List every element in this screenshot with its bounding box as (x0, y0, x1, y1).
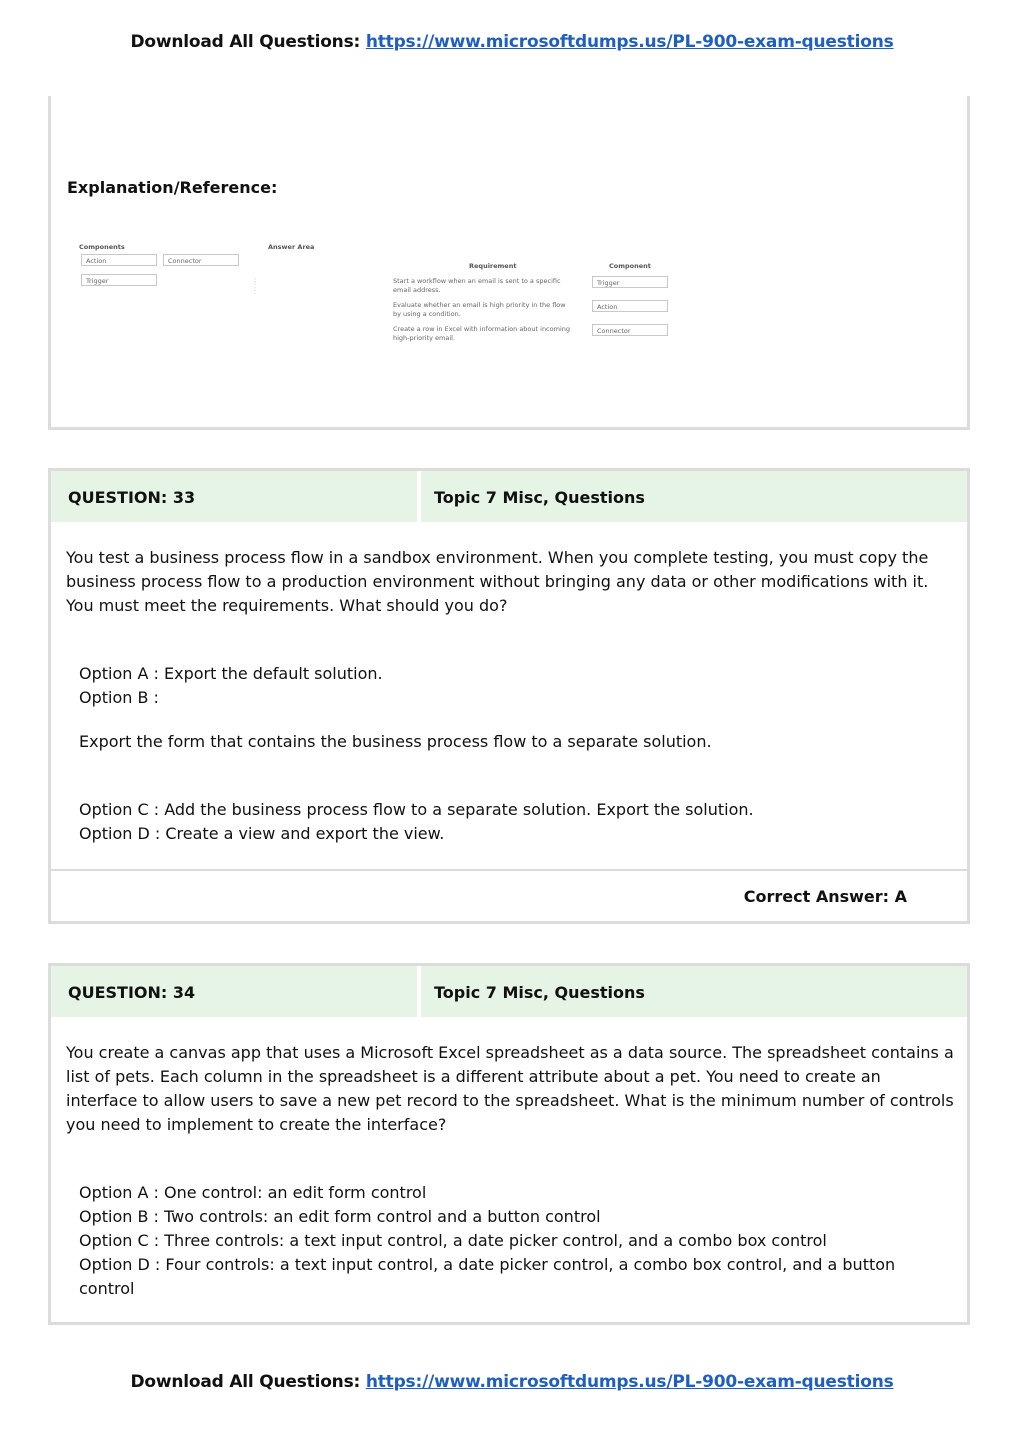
figure-component-header: Component (609, 262, 651, 270)
download-link[interactable]: https://www.microsoftdumps.us/PL-900-exam-questions (365, 1372, 894, 1392)
figure-dots: ⋮ ⋮ (251, 277, 259, 295)
figure-answer-area-label: Answer Area (268, 243, 315, 251)
option-a: Option A : One control: an edit form control (79, 1183, 427, 1202)
explanation-box (48, 96, 970, 430)
figure-component-action: Action (81, 254, 157, 266)
header-divider (417, 471, 421, 522)
answer-separator (51, 869, 967, 871)
option-b: Option B : (79, 688, 159, 707)
explanation-figure (77, 241, 677, 351)
question-header (51, 471, 967, 522)
question-text: You create a canvas app that uses a Microsoft Excel spreadsheet as a data source. The spreadsheet contains a list of pets. Each column in the spreadsheet is a different attribute about a pet. You need to create an interface to allow users to save a new pet record to the spreadsheet. What is the minimum number of controls you need to implement to create the interface? (66, 1043, 954, 1134)
option-d: Option D : Create a view and export the view. (79, 824, 445, 843)
option-a: Option A : Export the default solution. (79, 664, 383, 683)
option-b-text: Export the form that contains the business process flow to a separate solution. (79, 732, 712, 751)
question-number: QUESTION: 34 (68, 983, 196, 1002)
question-text: You test a business process flow in a sandbox environment. When you complete testing, you must copy the business process flow to a production environment without bringing any data or other modifications with it. You must meet the requirements. What should you do? (66, 548, 929, 615)
explanation-title: Explanation/Reference: (67, 178, 278, 197)
question-number: QUESTION: 33 (68, 488, 196, 507)
options-list (79, 662, 949, 846)
figure-component-trigger: Trigger (81, 274, 157, 286)
download-label: Download All Questions: (130, 32, 361, 52)
header-divider (417, 966, 421, 1017)
download-banner-bottom (0, 1372, 1024, 1392)
question-header (51, 966, 967, 1017)
question-topic: Topic 7 Misc, Questions (434, 488, 645, 507)
question-card-33 (48, 468, 970, 924)
options-list (79, 1181, 949, 1301)
figure-requirement-header: Requirement (469, 262, 517, 270)
figure-requirement-1: Start a workflow when an email is sent to a specific email address. (393, 277, 561, 294)
download-banner-top (0, 32, 1024, 52)
figure-answer-1: Trigger (592, 276, 668, 288)
figure-answer-3: Connector (592, 324, 668, 336)
option-c: Option C : Three controls: a text input control, a date picker control, and a combo box control (79, 1231, 827, 1250)
option-c: Option C : Add the business process flow to a separate solution. Export the solution. (79, 800, 754, 819)
question-card-34 (48, 963, 970, 1325)
download-link[interactable]: https://www.microsoftdumps.us/PL-900-exam-questions (365, 32, 894, 52)
question-topic: Topic 7 Misc, Questions (434, 983, 645, 1002)
option-b: Option B : Two controls: an edit form control and a button control (79, 1207, 601, 1226)
figure-components-label: Components (79, 243, 125, 251)
figure-answer-2: Action (592, 300, 668, 312)
figure-requirement-3: Create a row in Excel with information about incoming high-priority email. (393, 325, 570, 342)
option-d: Option D : Four controls: a text input control, a date picker control, a combo box control, and a button control (79, 1255, 896, 1298)
figure-requirement-2: Evaluate whether an email is high priority in the flow by using a condition. (393, 301, 566, 318)
correct-answer: Correct Answer: A (743, 887, 907, 906)
figure-component-connector: Connector (163, 254, 239, 266)
download-label: Download All Questions: (130, 1372, 361, 1392)
